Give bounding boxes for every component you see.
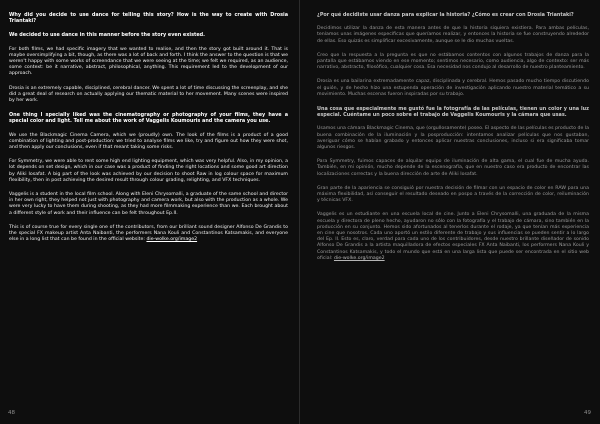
interview-question bbox=[9, 112, 288, 124]
paragraph-text: We decided to use dance in this manner before the story even existed. bbox=[9, 32, 205, 39]
interview-answer bbox=[9, 159, 288, 184]
left-page bbox=[0, 0, 299, 424]
website-link[interactable]: die-wolke.org/image2 bbox=[333, 255, 385, 261]
paragraph-text: Usamos una cámara Blackmagic Cinema, que (orgullosamente) poseo. El aspecto de las películas es producto de la buena combinación de la iluminación y la posproducción: intentamos analizar películas que nos gustaban, averiguar cómo se habían grabado y entonces aplicar nuestras conclusiones, incluso si era significaba tomar algunos riesgos. bbox=[317, 126, 589, 151]
paragraph-text: Una cosa que especialmente me gustó fue la fotografía de las películas, tienen un color y una luz especial. Cuéntame un poco sobre el trabajo de Vaggelis Koumouris y la cámara que usas. bbox=[317, 106, 589, 119]
interview-answer bbox=[9, 225, 288, 244]
paragraph-text: Vaggelis es un estudiante en una escuela local de cine. Junto a Eleni Chrysomalli, una graduada de la misma escuela y directora de pleno hecho, ayudaron no sólo con la fotografía y el trabajo de cámara, sino también en la producción en su conjunto. Hemos sido afortunados al tenerlos durante el rodaje, ya que tenían más experiencia en cine que nosotros. Cada uno aportó un estilo diferente de trabajo y sus influencias se pueden sentir a lo largo del Ep. II. Esto es, claro, verdad para cada uno de los contribuidores, desde nuestro brillante diseñador de sonido Alfonso De Grandis a la artista maquilladora de efectos especiales FX Anta Naibanti, los performers Nana Kouli y Constantinos Katsamakis, y todo el mundo que está en una larga lista que puede ser encontrada en el sitio web oficial: bbox=[317, 212, 589, 261]
interview-answer bbox=[9, 133, 288, 152]
paragraph-text: Why did you decide to use dance for telling this story? How is the way to create with Drosia Triantaki? bbox=[9, 12, 288, 25]
interview-answer bbox=[317, 212, 589, 262]
interview-answer bbox=[317, 186, 589, 205]
interview-answer bbox=[317, 159, 589, 178]
interview-answer bbox=[317, 126, 589, 151]
paragraph-text: For Symmetry, we were able to rent some high end lighting equipment, which was very helpful. Also, in my opinion, a lot depends on set design, which in our case was a product of finding the right locations and some good art direction by Aliki Iosafat. A big part of the look was achieved by our decision to shoot Raw in log colour space for maximum flexibility, then in post achieving the desired result through colour grading, relighting, and VFX techniques. bbox=[9, 159, 288, 183]
paragraph-text: Para Symmetry, fuimos capaces de alquilar equipo de iluminación de alta gama, el cual fue de mucha ayuda. También, en mi opinión, mucho depende de la escenografía, que en nuestro caso era producto de encontrar las localizaciones correctas y la buena dirección de arte de Aliki Iosafat. bbox=[317, 159, 589, 177]
page-number-right: 49 bbox=[584, 410, 591, 416]
interview-question bbox=[9, 12, 288, 24]
paragraph-text: Vaggelis is a student in the local film school. Along with Eleni Chrysomalli, a graduate of the same school and director in her own right, they helped not just with photography and camera work, but also with the production as a whole. We were very lucky to have them during shooting, as they had more filmmaking experience than we. Each brought about a different style of work and their influence can be felt throughout Ep.II. bbox=[9, 192, 288, 216]
paragraph-text: One thing I specially liked was the cinematography or photography of your films, they have a special color and light. Tell me about the work of Vaggelis Koumouris and the camera you use. bbox=[9, 112, 288, 125]
interview-answer bbox=[9, 86, 288, 105]
interview-question bbox=[9, 32, 288, 38]
paragraph-text: Creo que la respuesta a la pregunta es que no estábamos contentos con algunos trabajos de danza para la pantalla que estábamos viendo en ese momento; sentimos necesario, como audiencia, algo de contexto: ser más narrativo, abstracto, filosófico, cualquier cosa. Esa necesidad nos condujo al desarrollo de nuestro planteamiento. bbox=[317, 52, 589, 71]
interview-answer bbox=[317, 79, 589, 98]
website-link[interactable]: die-wolke.org/image2 bbox=[146, 237, 198, 243]
interview-question bbox=[317, 12, 589, 18]
paragraph-text: This is of course true for every single one of the contributors, from our brilliant sound designer Alfonso De Grandis to the special FX makeup artist Anta Naibanti, the performers Nana Kouli and Constantinos Katsamakis, and everyone else in a long list that can be found in the official website: bbox=[9, 224, 288, 243]
page-number-left: 48 bbox=[8, 410, 15, 416]
paragraph-text: Gran parte de la apariencia se consiguió por nuestra decisión de filmar con un espacio de color en RAW para una máxima flexibilidad, así conseguir el resultado deseado en pospo a través de la corrección de color, reiluminación y técnicas VFX. bbox=[317, 185, 589, 204]
interview-answer bbox=[317, 53, 589, 72]
paragraph-text: For both films, we had specific imagery that we wanted to realise, and then the story got built around it. That is maybe oversimplifying a bit, though, as there was a lot of back and forth. I think the answer to the question is that we weren't happy with some works of screendance that we were seeing at the time; we felt we required, as an audience, some context: be it narrative, abstract, philosophical, anything. This requirement led to the development of our approach. bbox=[9, 46, 288, 77]
right-page-text bbox=[317, 12, 589, 262]
interview-answer bbox=[9, 192, 288, 217]
paragraph-text: We use the Blackmagic Cinema Camera, which we (proudly) own. The look of the films is a product of a good combination of lighting and post-production: we tried to analyse films we like, try and figure out how they were shot, and then apply our conclusions, even if that meant taking some risks. bbox=[9, 132, 288, 151]
interview-question bbox=[317, 106, 589, 118]
paragraph-text: ¿Por qué decidiste usar danza para explicar la historia? ¿Cómo es crear con Drosia Triantaki? bbox=[317, 12, 574, 18]
left-page-text bbox=[9, 12, 288, 243]
interview-answer bbox=[317, 26, 589, 45]
interview-answer bbox=[9, 47, 288, 78]
right-page bbox=[300, 0, 600, 424]
paragraph-text: Drosia is an extremely capable, disciplined, cerebral dancer. We spent a lot of time discussing the screenplay, and she did a great deal of research on actually applying our thematic material to her movement. Many scenes were inspired by her work. bbox=[9, 85, 288, 104]
paragraph-text: Drosia es una bailarina extremadamente capaz, disciplinada y cerebral. Hemos pasado mucho tiempo discutiendo el guión, y de hecho hizo una estupenda operación de investigación aplicando nuestro material temático a su movimiento. Muchas escenas fueron inspiradas por su trabajo. bbox=[317, 79, 589, 97]
paragraph-text: Decidimos utilizar la danza de esta manera antes de que la historia siquiera existiera. Para ambas películas, teníamos unas imágenes específicas que queríamos realizar, y entonces la historia se fue construyendo alrededor de ellas. Eso quizás es simplificar excesivamente, aunque se le dio muchas vueltas. bbox=[317, 26, 589, 44]
